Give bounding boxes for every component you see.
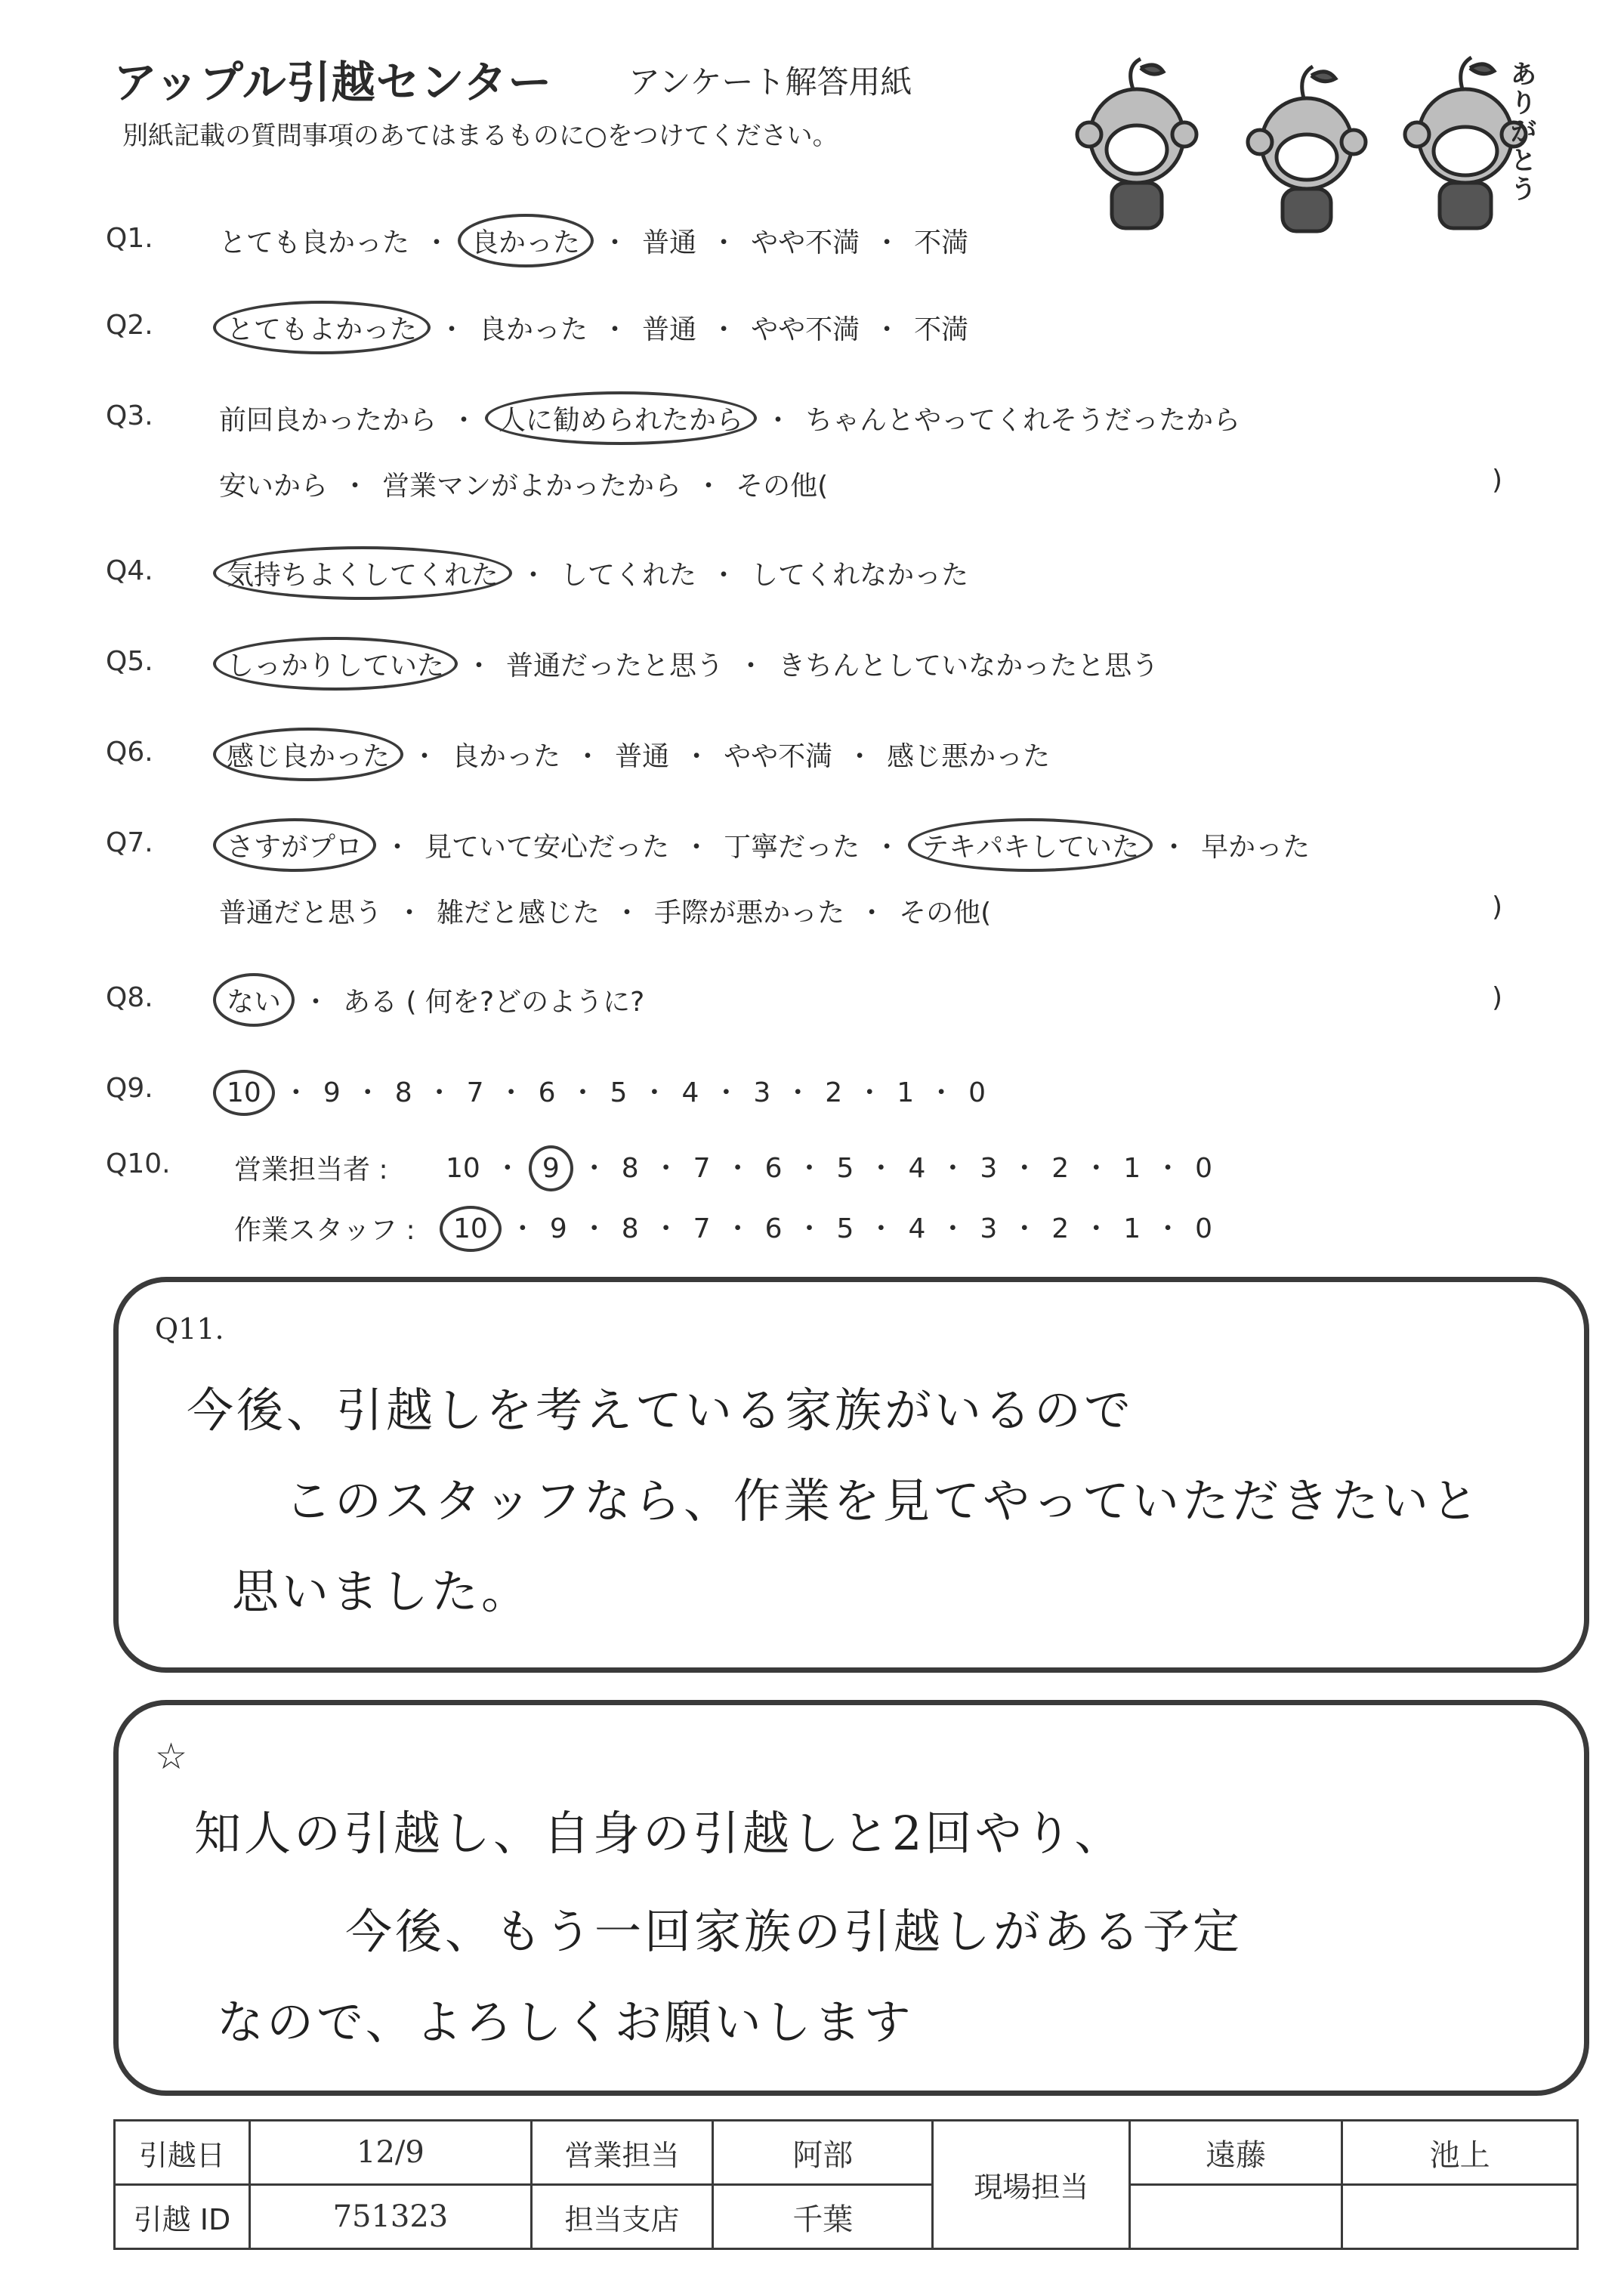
q3-option[interactable]: その他( [736,471,829,502]
separator-dot: ・ [939,1153,967,1184]
q10-score-option[interactable]: 8 [621,1213,639,1244]
q6-options [219,735,1050,774]
q10-score-row [446,1147,1212,1185]
separator-dot: ・ [737,651,765,681]
q5-option[interactable]: しっかりしていた [213,637,458,691]
branch-value[interactable]: 千葉 [713,2185,933,2249]
q7-option[interactable]: 普通だと思う [219,898,383,929]
sales-value[interactable]: 阿部 [713,2121,933,2185]
q3-option[interactable]: ちゃんとやってくれそうだったから [805,405,1241,436]
separator-dot: ・ [1154,1153,1182,1184]
q9-option[interactable]: 2 [825,1077,843,1108]
separator-dot: ・ [724,1153,752,1184]
q7-paren-close: ) [1492,892,1503,922]
separator-dot: ・ [580,1213,608,1244]
q10-score-row [446,1207,1212,1246]
separator-dot: ・ [341,471,369,502]
separator-dot: ・ [939,1213,967,1244]
mascot-graphic [1057,45,1541,242]
form-instruction: 別紙記載の質問事項のあてはまるものに○をつけてください。 [122,121,838,151]
q9-id: Q9. [106,1073,153,1104]
q4-option[interactable]: してくれた [560,560,697,591]
q10-id: Q10. [106,1148,171,1179]
q3-option[interactable]: 安いから [219,471,329,502]
separator-dot: ・ [641,1077,668,1108]
q1-option[interactable]: 不満 [914,227,969,258]
q7-option[interactable]: 丁寧だった [724,832,860,863]
move-date-value[interactable]: 12/9 [249,2121,531,2185]
q9-option[interactable]: 3 [753,1077,771,1108]
separator-dot: ・ [712,1077,740,1108]
separator-dot: ・ [695,471,723,502]
q11-comment-box[interactable] [113,1277,1589,1673]
q2-option[interactable]: 普通 [642,314,697,345]
q10-row-label: 作業スタッフ : [234,1215,415,1246]
site-staff-empty-1[interactable] [1130,2185,1342,2249]
q10-score-option[interactable]: 10 [440,1206,502,1252]
q8-id: Q8. [106,982,153,1013]
footer-info-table [113,2119,1579,2250]
site-label: 現場担当 [933,2121,1130,2249]
q10-score-option[interactable]: 4 [908,1153,926,1184]
separator-dot: ・ [683,832,711,863]
q10-score-option[interactable]: 2 [1051,1153,1070,1184]
separator-dot: ・ [396,898,424,929]
separator-dot: ・ [846,741,874,772]
q9-option[interactable]: 5 [610,1077,628,1108]
q9-option[interactable]: 10 [213,1070,275,1116]
q7-options [219,826,1310,864]
form-subtitle: アンケート解答用紙 [628,63,912,100]
q1-option[interactable]: 普通 [642,227,697,258]
separator-dot: ・ [858,898,886,929]
separator-dot: ・ [1011,1213,1039,1244]
q7-option[interactable]: 手際が悪かった [654,898,845,929]
separator-dot: ・ [652,1213,680,1244]
separator-dot: ・ [580,1153,608,1184]
separator-dot: ・ [465,651,493,681]
separator-dot: ・ [508,1213,536,1244]
separator-dot: ・ [873,227,901,258]
q9-option[interactable]: 0 [968,1077,986,1108]
site-staff-empty-2[interactable] [1342,2185,1578,2249]
q3-option[interactable]: 営業マンがよかったから [382,471,682,502]
q9-option[interactable]: 7 [466,1077,484,1108]
star-line-2: 今後、もう一回家族の引越しがある予定 [345,1904,1243,1959]
separator-dot: ・ [354,1077,381,1108]
q4-option[interactable]: 気持ちよくしてくれた [213,546,512,600]
separator-dot: ・ [1082,1213,1110,1244]
q10-score-option[interactable]: 6 [764,1153,783,1184]
q10-score-option[interactable]: 0 [1195,1213,1213,1244]
q6-option[interactable]: 感じ良かった [213,728,403,781]
q11-line-2: このスタッフなら、作業を見てやっていただきたいと [285,1473,1482,1528]
star-line-3: なので、よろしくお願いします [217,1995,914,2050]
q2-id: Q2. [106,310,153,341]
separator-dot: ・ [928,1077,956,1108]
separator-dot: ・ [784,1077,812,1108]
q3-id: Q3. [106,400,153,431]
separator-dot: ・ [867,1153,895,1184]
q1-option[interactable]: 良かった [458,214,594,267]
q10-score-option[interactable]: 10 [446,1153,480,1184]
q7-option[interactable]: さすがプロ [213,818,376,872]
q6-id: Q6. [106,737,153,768]
q10-score-option[interactable]: 5 [836,1213,854,1244]
q6-option[interactable]: 普通 [615,741,670,772]
q10-score-option[interactable]: 7 [693,1153,711,1184]
separator-dot: ・ [493,1153,521,1184]
separator-dot: ・ [411,741,439,772]
separator-dot: ・ [601,227,629,258]
q7-option[interactable]: 見ていて安心だった [425,832,670,863]
q9-option[interactable]: 4 [681,1077,699,1108]
q8-option[interactable]: ある ( 何を?どのように? [343,987,645,1018]
q8-options [219,981,644,1019]
q10-score-option[interactable]: 7 [693,1213,711,1244]
q11-line-1: 今後、引越しを考えている家族がいるので [187,1383,1135,1438]
q10-row-label: 営業担当者 : [234,1154,388,1185]
q7-option[interactable]: 雑だと感じた [437,898,601,929]
move-id-label: 引越 ID [115,2185,250,2249]
q10-score-option[interactable]: 3 [980,1153,998,1184]
q10-score-option[interactable]: 1 [1123,1153,1141,1184]
separator-dot: ・ [652,1153,680,1184]
q3-option[interactable]: 人に勧められたから [485,391,757,445]
q1-options [219,221,968,260]
separator-dot: ・ [1011,1153,1039,1184]
separator-dot: ・ [710,314,738,345]
form-title: アップル引越センター [113,57,553,108]
q10-score-option[interactable]: 6 [764,1213,783,1244]
q2-option[interactable]: 良かった [479,314,588,345]
separator-dot: ・ [613,898,641,929]
q6-option[interactable]: 感じ悪かった [887,741,1051,772]
q2-options [219,308,968,347]
separator-dot: ・ [1160,832,1188,863]
separator-dot: ・ [601,314,629,345]
q3-option[interactable]: 前回良かったから [219,405,437,436]
q9-options [219,1071,986,1110]
separator-dot: ・ [438,314,466,345]
sales-label: 営業担当 [531,2121,712,2185]
q9-option[interactable]: 1 [897,1077,915,1108]
q9-option[interactable]: 9 [323,1077,341,1108]
q6-option[interactable]: やや不満 [724,741,833,772]
move-id-value[interactable]: 751323 [249,2185,531,2249]
separator-dot: ・ [724,1213,752,1244]
separator-dot: ・ [795,1213,823,1244]
q7-option[interactable]: テキパキしていた [908,818,1153,872]
q2-option[interactable]: とてもよかった [213,301,431,354]
q10-score-option[interactable]: 1 [1123,1213,1141,1244]
separator-dot: ・ [574,741,602,772]
separator-dot: ・ [710,560,738,591]
q5-option[interactable]: きちんとしていなかったと思う [778,651,1159,681]
q10-score-option[interactable]: 0 [1195,1153,1213,1184]
q3-options [219,399,1240,437]
q1-option[interactable]: とても良かった [219,227,410,258]
separator-dot: ・ [710,227,738,258]
q4-options [219,554,968,592]
separator-dot: ・ [873,832,901,863]
separator-dot: ・ [867,1213,895,1244]
q11-label: Q11. [155,1312,224,1346]
separator-dot: ・ [1154,1213,1182,1244]
q6-option[interactable]: 良かった [452,741,561,772]
q1-id: Q1. [106,223,153,254]
separator-dot: ・ [856,1077,884,1108]
q9-option[interactable]: 6 [538,1077,556,1108]
star-comment-box[interactable] [113,1700,1589,2096]
mascot-thanks-text: ありがとう [1511,60,1536,205]
q10-score-option[interactable]: 9 [529,1145,573,1191]
separator-dot: ・ [764,405,792,436]
q7-line2 [219,892,991,930]
q1-option[interactable]: やや不満 [751,227,860,258]
q10-score-option[interactable]: 4 [908,1213,926,1244]
q3-line2 [219,465,828,503]
branch-label: 担当支店 [531,2185,712,2249]
q7-id: Q7. [106,827,153,858]
q2-option[interactable]: やや不満 [751,314,860,345]
site-staff-1[interactable]: 遠藤 [1130,2121,1342,2185]
q10-score-option[interactable]: 3 [980,1213,998,1244]
separator-dot: ・ [520,560,548,591]
separator-dot: ・ [384,832,412,863]
q10-score-option[interactable]: 9 [549,1213,567,1244]
monkey-mascots-illustration [1057,45,1541,242]
q4-id: Q4. [106,555,153,586]
separator-dot: ・ [450,405,478,436]
q8-option[interactable]: ない [213,973,295,1027]
q5-id: Q5. [106,646,153,677]
separator-dot: ・ [873,314,901,345]
separator-dot: ・ [282,1077,310,1108]
separator-dot: ・ [423,227,451,258]
separator-dot: ・ [795,1153,823,1184]
q7-option[interactable]: その他( [899,898,992,929]
q10-score-option[interactable]: 2 [1051,1213,1070,1244]
q5-option[interactable]: 普通だったと思う [506,651,724,681]
q8-paren-close: ) [1492,982,1503,1013]
q10-score-option[interactable]: 5 [836,1153,854,1184]
star-line-1: 知人の引越し、自身の引越しと2回やり、 [194,1806,1125,1861]
separator-dot: ・ [425,1077,453,1108]
move-date-label: 引越日 [115,2121,250,2185]
q9-option[interactable]: 8 [394,1077,412,1108]
separator-dot: ・ [1082,1153,1110,1184]
q2-option[interactable]: 不満 [914,314,969,345]
q5-options [219,644,1159,683]
q4-option[interactable]: してくれなかった [751,560,969,591]
site-staff-2[interactable]: 池上 [1342,2121,1578,2185]
separator-dot: ・ [497,1077,525,1108]
star-label: ☆ [155,1735,188,1778]
q7-option[interactable]: 早かった [1201,832,1311,863]
q3-paren-close: ) [1492,465,1503,496]
separator-dot: ・ [683,741,711,772]
q11-line-3: 思いました。 [232,1564,532,1619]
separator-dot: ・ [302,987,330,1018]
separator-dot: ・ [569,1077,597,1108]
q10-score-option[interactable]: 8 [621,1153,639,1184]
